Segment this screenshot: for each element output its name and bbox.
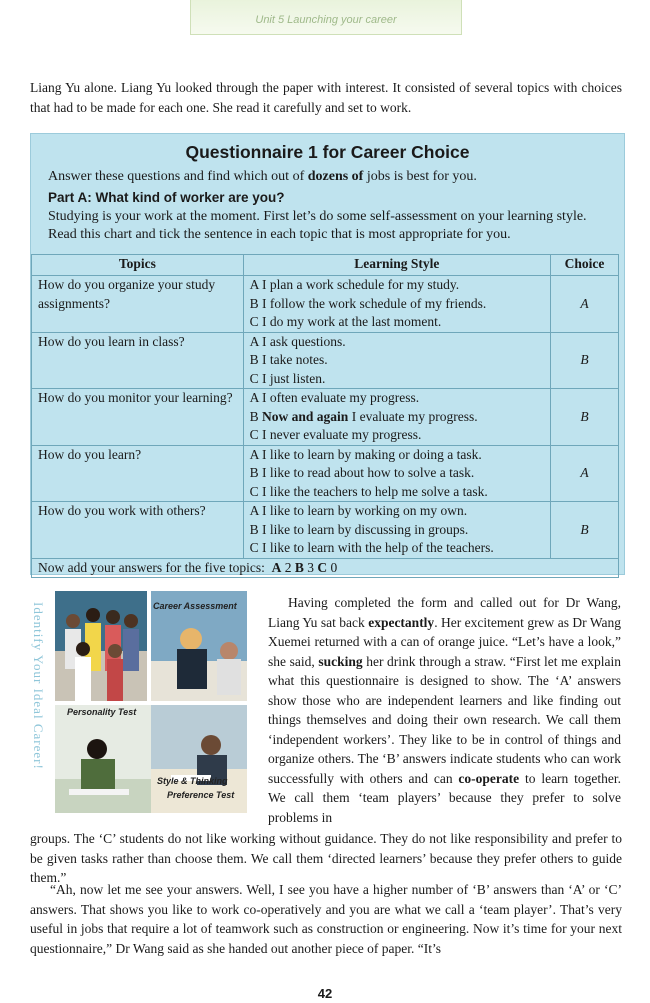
paragraph-2: “Ah, now let me see your answers. Well, I see you have a higher number of ‘B’ answers than ‘A’ or ‘C’ answers. That shows you like to work co-operatively and you are what we call a ‘team player’. That’s very useful in jobs that require a lot of teamwork such as construction or engineering. Now it’s time for your next questionnaire,” Dr Wang said as she handed out another piece of paper. “It’s bbox=[30, 882, 622, 956]
header-learning-style: Learning Style bbox=[243, 255, 550, 276]
table-header-row bbox=[32, 255, 619, 276]
part-a-text: Studying is your work at the moment. First let’s do some self-assessment on your learning style. Read this chart and tick the sentence in each topic that is most appropriate for you. bbox=[48, 209, 587, 242]
topic-cell: How do you organize your study assignments? bbox=[32, 276, 244, 333]
table-row bbox=[32, 276, 619, 333]
choice-cell: A bbox=[551, 445, 619, 502]
topic-cell: How do you monitor your learning? bbox=[32, 389, 244, 446]
style-cell: A I ask questions. B I take notes. C I just listen. bbox=[243, 332, 550, 389]
style-cell: A I like to learn by making or doing a task. B I like to read about how to solve a task. C I like the teachers to help me solve a task. bbox=[243, 445, 550, 502]
totals-cell: Now add your answers for the five topics: A 2 B 3 C 0 bbox=[32, 558, 619, 578]
preference-test-label: Preference Test bbox=[167, 790, 235, 800]
learning-style-table bbox=[31, 254, 619, 578]
unit-title: Unit 5 Launching your career bbox=[255, 14, 397, 26]
table-row bbox=[32, 502, 619, 559]
style-cell: A I like to learn by working on my own. B I like to learn by discussing in groups. C I like to learn with the help of the teachers. bbox=[243, 502, 550, 559]
side-title: Identify Your Ideal Career! bbox=[31, 602, 46, 770]
questionnaire-instruction: Answer these questions and find which out of dozens of jobs is best for you. bbox=[48, 169, 477, 184]
topic-cell: How do you work with others? bbox=[32, 502, 244, 559]
table-row bbox=[32, 332, 619, 389]
questionnaire-box bbox=[30, 133, 625, 575]
paragraph-1: Having completed the form and called out for Dr Wang, Liang Yu sat back expectantly. Her excitement grew as Dr Wang Xuemei returned with a can of orange juice. “Let’s have a look,” she said, sucking her drink through a straw. “First let me explain what this questionnaire is designed to show. The ‘A’ answers show those who are independent learners and like finding out things themselves and doing their own research. We call them ‘independent workers’. They like to be in control of things and organize others. The ‘B’ answers indicate students who can work successfully with others and can co-operate to learn together. We call them ‘team players’ because they prefer to solve problems in bbox=[268, 595, 622, 825]
topic-cell: How do you learn? bbox=[32, 445, 244, 502]
group-photo bbox=[55, 591, 147, 701]
table-row bbox=[32, 445, 619, 502]
questionnaire-title: Questionnaire 1 for Career Choice bbox=[185, 142, 470, 162]
unit-header bbox=[190, 0, 462, 35]
choice-cell: B bbox=[551, 332, 619, 389]
career-assessment-label: Career Assessment bbox=[153, 601, 237, 611]
personality-test-label: Personality Test bbox=[67, 707, 137, 717]
choice-cell: B bbox=[551, 389, 619, 446]
topic-cell: How do you learn in class? bbox=[32, 332, 244, 389]
style-cell: A I often evaluate my progress. B Now and again I evaluate my progress. C I never evaluate my progress. bbox=[243, 389, 550, 446]
header-topics: Topics bbox=[32, 255, 244, 276]
page-number: 42 bbox=[317, 986, 333, 1001]
table-row bbox=[32, 389, 619, 446]
part-a-heading: Part A: What kind of worker are you? bbox=[48, 190, 285, 205]
choice-cell: A bbox=[551, 276, 619, 333]
intro-paragraph: Liang Yu alone. Liang Yu looked through the paper with interest. It consisted of several topics with choices that had to be made for each one. She read it carefully and set to work. bbox=[30, 80, 622, 115]
student-photo bbox=[55, 705, 151, 813]
paragraph-1-continued: groups. The ‘C’ students do not like working without guidance. They do not like responsibility and prefer to be given tasks rather than choose them. We call them ‘directed learners’ because they prefer others to guide them.” bbox=[30, 831, 622, 885]
style-cell: A I plan a work schedule for my study. B I follow the work schedule of my friends. C I do my work at the last moment. bbox=[243, 276, 550, 333]
career-test-collage bbox=[55, 591, 247, 813]
totals-row bbox=[32, 558, 619, 578]
style-thinking-label: Style & Thinking bbox=[157, 776, 228, 786]
header-choice: Choice bbox=[551, 255, 619, 276]
choice-cell: B bbox=[551, 502, 619, 559]
